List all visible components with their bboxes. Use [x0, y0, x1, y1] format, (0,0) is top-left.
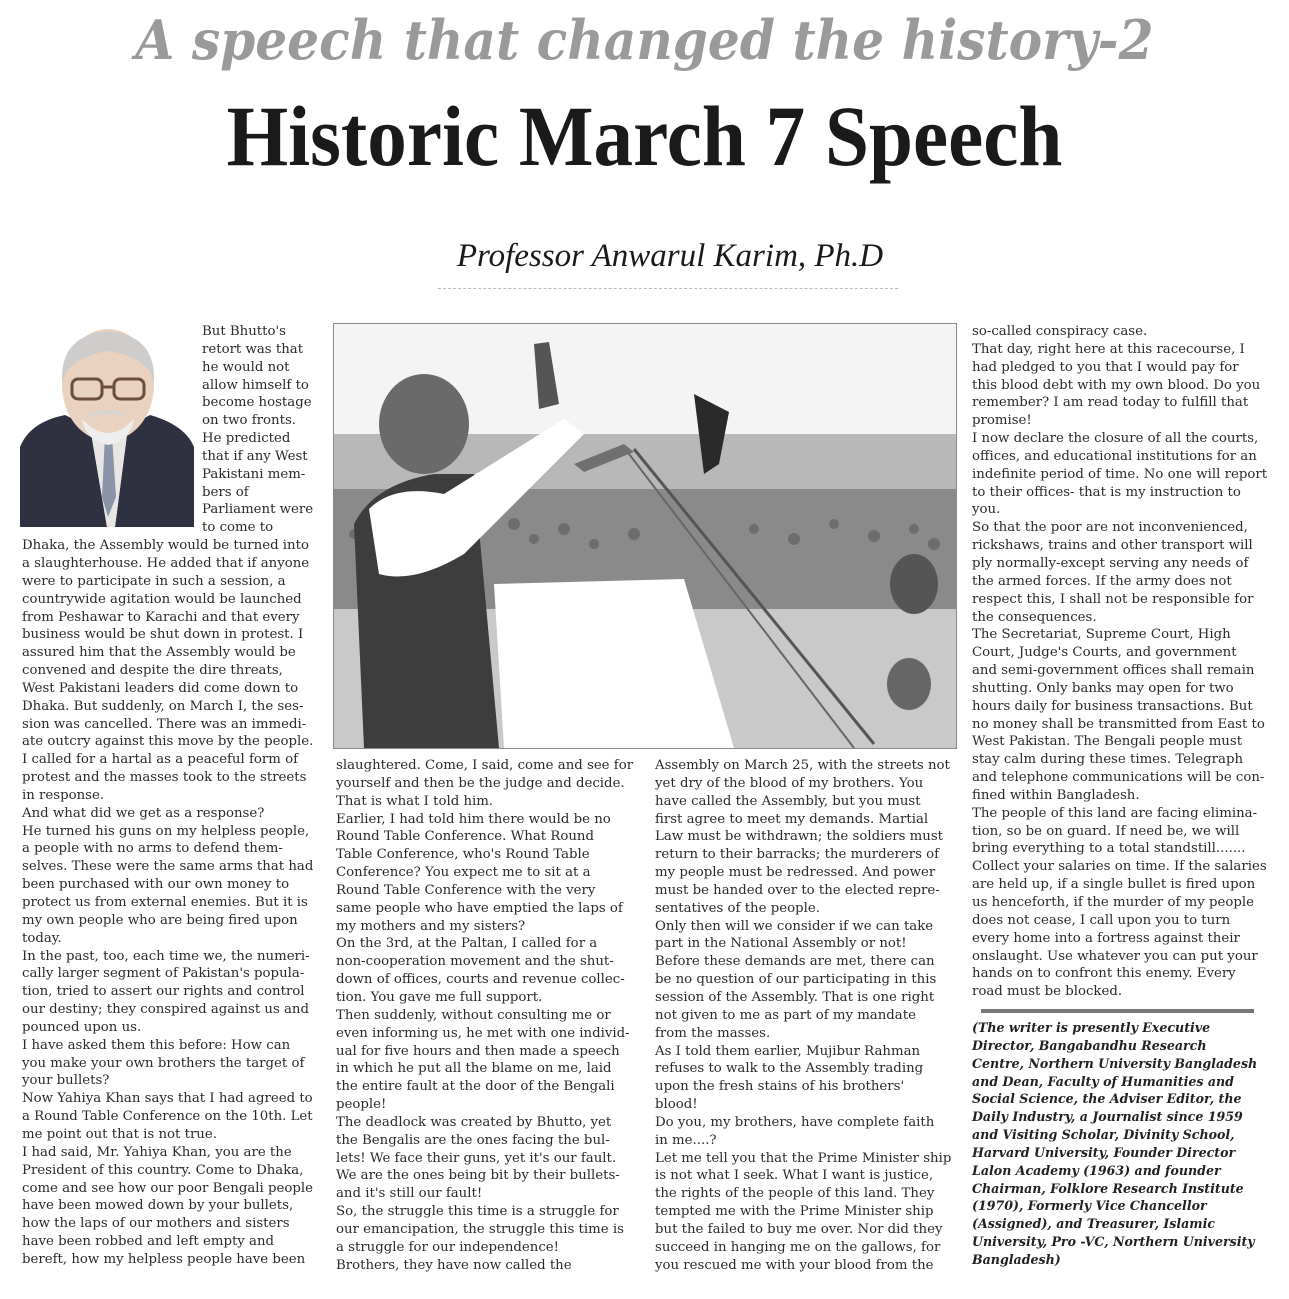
text-line: Then suddenly, without consulting me or [336, 1007, 611, 1023]
text-line: so-called conspiracy case. [972, 324, 1148, 339]
byline-divider [438, 288, 898, 289]
text-line: come and see how our poor Bengali people [22, 1180, 314, 1196]
text-line: hours daily for business transactions. But [972, 698, 1253, 714]
text-line: protest and the masses took to the streets [22, 770, 307, 786]
text-line: The deadlock was created by Bhutto, yet [336, 1114, 612, 1130]
text-line: upon the fresh stains of his brothers' [655, 1079, 905, 1095]
text-line: and telephone communications will be con- [972, 770, 1265, 786]
text-line: to come to [202, 520, 274, 536]
text-line: ply normally-except serving any needs of [972, 555, 1249, 571]
text-line: And what did we get as a response? [22, 805, 265, 821]
text-line: cally larger segment of Pakistan's popula- [22, 966, 305, 982]
text-line: He predicted [202, 431, 291, 447]
text-line: from Peshawar to Karachi and that every [22, 609, 300, 625]
article-column-2 [336, 757, 636, 1274]
text-line: West Pakistani leaders did come down to [22, 680, 299, 696]
text-line: and semi-government offices shall remain [972, 663, 1255, 679]
text-line: my mothers and my sisters? [336, 918, 526, 934]
text-line: tempted me with the Prime Minister ship [655, 1204, 934, 1220]
text-line: part in the National Assembly or not! [655, 936, 907, 952]
byline: Professor Anwarul Karim, Ph.D [456, 238, 884, 274]
text-line: Round Table Conference with the very [336, 882, 596, 898]
text-line: yourself and then be the judge and decide. [336, 775, 625, 791]
bio-line: Social Science, the Adviser Editor, the [972, 1091, 1242, 1107]
bio-line: Harvard University, Founder Director [972, 1144, 1236, 1160]
text-line: But Bhutto's [202, 324, 286, 339]
text-line: had pledged to you that I would pay for [972, 359, 1239, 375]
text-line: That is what I told him. [336, 793, 494, 809]
text-line: session of the Assembly. That is one right [655, 989, 935, 1005]
bio-line: and Visiting Scholar, Divinity School, [972, 1127, 1235, 1143]
text-line: Table Conference, who's Round Table [336, 847, 590, 863]
text-line: On the 3rd, at the Paltan, I called for a [336, 936, 598, 952]
text-line: our emancipation, the struggle this time is [336, 1221, 624, 1237]
text-line: Pakistani mem- [202, 466, 306, 482]
text-line: you rescued me with your blood from the [655, 1257, 934, 1273]
article-column-4 [972, 323, 1272, 1001]
text-line: Conference? You expect me to sit at a [336, 865, 591, 881]
text-line: sion was cancelled. There was an immedi- [22, 716, 307, 732]
text-line: That day, right here at this racecourse, I [972, 341, 1245, 357]
text-line: Now Yahiya Khan says that I had agreed to [22, 1091, 313, 1107]
text-line: He turned his guns on my helpless people, [22, 823, 310, 839]
text-line: I now declare the closure of all the courts, [972, 431, 1259, 447]
text-line: no money shall be transmitted from East to [972, 716, 1265, 732]
text-line: allow himself to [202, 377, 309, 393]
text-line: succeed in hanging me on the gallows, for [655, 1239, 941, 1255]
text-line: lets! We face their guns, yet it's our fault. [336, 1150, 617, 1166]
bio-line: and Dean, Faculty of Humanities and [972, 1073, 1234, 1089]
text-line: We are the ones being bit by their bullets- [336, 1168, 620, 1184]
bio-line: Chairman, Folklore Research Institute [972, 1180, 1244, 1196]
text-line: Collect your salaries on time. If the salaries [972, 859, 1267, 875]
column-1-body [22, 537, 314, 1269]
author-bio [972, 1019, 1272, 1269]
text-line: our destiny; they conspired against us and [22, 1002, 310, 1018]
text-line: tion, tried to assert our rights and control [22, 984, 305, 1000]
text-line: road must be blocked. [972, 984, 1123, 1000]
text-line: countrywide agitation would be launched [22, 591, 302, 607]
text-line: the consequences. [972, 609, 1097, 625]
text-line: in response. [22, 787, 105, 803]
column-2-body [336, 757, 636, 1274]
text-line: selves. These were the same arms that had [22, 859, 314, 875]
text-line: become hostage [202, 395, 312, 411]
text-line: Assembly on March 25, with the streets not [655, 758, 950, 773]
text-line: West Pakistan. The Bengali people must [972, 734, 1243, 750]
text-line: So that the poor are not inconvenienced, [972, 520, 1248, 536]
text-line: assured him that the Assembly would be [22, 645, 296, 661]
text-line: stay calm during these times. Telegraph [972, 752, 1244, 768]
text-line: were to participate in such a session, a [22, 573, 286, 589]
text-line: have called the Assembly, but you must [655, 793, 921, 809]
text-line: us henceforth, if the murder of my people [972, 895, 1254, 910]
text-line: respect this, I shall not be responsible for [972, 591, 1254, 607]
bio-line: University, Pro -VC, Northern University [972, 1234, 1255, 1250]
text-line: Brothers, they have now called the [336, 1257, 572, 1273]
text-line: offices, and educational institutions for an [972, 448, 1257, 464]
text-line: bers of [202, 484, 249, 500]
text-line: is not what I seek. What I want is justice, [655, 1168, 934, 1184]
text-line: In the past, too, each time we, the numeri- [22, 948, 310, 964]
text-line: bereft, how my helpless people have been [22, 1251, 306, 1267]
text-line: So, the struggle this time is a struggle for [336, 1204, 619, 1220]
text-line: Before these demands are met, there can [655, 954, 935, 970]
headline: Historic March 7 Speech [226, 88, 1063, 184]
text-line: onslaught. Use whatever you can put your [972, 948, 1258, 964]
text-line: but the failed to buy me over. Nor did they [655, 1221, 943, 1237]
text-line: slaughtered. Come, I said, come and see for [336, 758, 634, 773]
text-line: non-cooperation movement and the shut- [336, 954, 614, 970]
column-4-body [972, 323, 1272, 1001]
text-line: every home into a fortress against their [972, 930, 1240, 946]
bio-line: (The writer is presently Executive [972, 1020, 1211, 1035]
text-line: a Round Table Conference on the 10th. Let [22, 1109, 313, 1125]
text-line: the entire fault at the door of the Bengali [336, 1079, 615, 1095]
text-line: are held up, if a single bullet is fired upon [972, 877, 1256, 893]
text-line: my own people who are being fired upon [22, 912, 298, 928]
text-line: blood! [655, 1097, 698, 1113]
text-line: to their offices- that is my instruction to [972, 484, 1241, 500]
text-line: promise! [972, 413, 1032, 429]
text-line: The people of this land are facing elimina- [972, 805, 1258, 821]
text-line: As I told them earlier, Mujibur Rahman [655, 1043, 921, 1059]
text-line: have been robbed and left empty and [22, 1234, 275, 1250]
text-line: Dhaka, the Assembly would be turned into [22, 538, 309, 554]
text-line: return to their barracks; the murderers of [655, 847, 940, 863]
text-line: my people must be redressed. And power [655, 865, 936, 881]
text-line: be no question of our participating in this [655, 972, 937, 988]
text-line: from the masses. [655, 1025, 771, 1041]
text-line: business would be shut down in protest. I [22, 627, 304, 643]
text-line: you make your own brothers the target of [22, 1055, 305, 1071]
column-3-body [655, 757, 955, 1274]
text-line: yet dry of the blood of my brothers. You [655, 775, 924, 791]
text-line: people! [336, 1097, 387, 1113]
text-line: Only then will we consider if we can take [655, 918, 934, 934]
text-line: Dhaka. But suddenly, on March I, the ses- [22, 698, 304, 714]
kicker-title: A speech that changed the history-2 [135, 8, 1154, 72]
text-line: Do you, my brothers, have complete faith [655, 1114, 935, 1130]
text-line: Court, Judge's Courts, and government [972, 645, 1237, 661]
text-line: been purchased with our own money to [22, 877, 290, 893]
text-line: a slaughterhouse. He added that if anyone [22, 555, 310, 571]
text-line: on two fronts. [202, 413, 296, 429]
text-line: down of offices, courts and revenue collec- [336, 972, 625, 988]
text-line: the Bengalis are the ones facing the bul- [336, 1132, 610, 1148]
text-line: Law must be withdrawn; the soldiers must [655, 829, 943, 845]
text-line: sentatives of the people. [655, 900, 820, 916]
bio-line: (Assigned), and Treasurer, Islamic [972, 1216, 1216, 1232]
text-line: fined within Bangladesh. [972, 787, 1140, 803]
text-line: The Secretariat, Supreme Court, High [972, 627, 1231, 643]
text-line: rickshaws, trains and other transport will [972, 538, 1253, 554]
text-line: I had said, Mr. Yahiya Khan, you are the [22, 1144, 292, 1160]
bio-line: Daily Industry, a Journalist since 1959 [972, 1109, 1243, 1125]
text-line: this blood debt with my own blood. Do you [972, 377, 1261, 393]
text-line: does not cease, I call upon you to turn [972, 912, 1231, 928]
text-line: a people with no arms to defend them- [22, 841, 283, 857]
text-line: and it's still our fault! [336, 1186, 483, 1202]
article-column-1 [22, 323, 314, 1269]
bio-line: Director, Bangabandhu Research [972, 1037, 1207, 1053]
text-line: tion, so be on guard. If need be, we will [972, 823, 1240, 839]
text-line: not given to me as part of my mandate [655, 1007, 916, 1023]
text-line: that if any West [202, 448, 308, 464]
text-line: pounced upon us. [22, 1019, 142, 1035]
text-line: retort was that [202, 341, 304, 357]
text-line: how the laps of our mothers and sisters [22, 1216, 290, 1232]
text-line: hands on to confront this enemy. Every [972, 966, 1236, 982]
text-line: Round Table Conference. What Round [336, 829, 594, 845]
text-line: Let me tell you that the Prime Minister ship [655, 1150, 952, 1166]
text-line: a struggle for our independence! [336, 1239, 560, 1255]
text-line: must be handed over to the elected repre- [655, 882, 940, 898]
text-line: bring everything to a total standstill....... [972, 841, 1246, 857]
speech-photo-graphic [334, 324, 956, 748]
text-line: indefinite period of time. No one will report [972, 466, 1268, 482]
text-line: the rights of the people of this land. They [655, 1186, 935, 1202]
text-line: the armed forces. If the army does not [972, 573, 1232, 589]
text-line: in which he put all the blame on me, laid [336, 1061, 612, 1077]
text-line: even informing us, he met with one individ- [336, 1025, 630, 1041]
bio-line: (1970), Formerly Vice Chancellor [972, 1198, 1207, 1214]
text-line: have been mowed down by your bullets, [22, 1198, 294, 1214]
text-line: he would not [202, 359, 290, 375]
article-column-3 [655, 757, 955, 1274]
bio-line: Centre, Northern University Bangladesh [972, 1055, 1258, 1071]
text-line: your bullets? [22, 1073, 110, 1089]
text-line: Parliament were [202, 502, 314, 518]
bio-divider [981, 1009, 1254, 1013]
bio-line: Lalon Academy (1963) and founder [972, 1162, 1221, 1178]
text-line: refuses to walk to the Assembly trading [655, 1061, 924, 1077]
text-line: remember? I am read today to fulfill that [972, 395, 1249, 411]
text-line: ate outcry against this move by the people. [22, 734, 314, 750]
text-line: first agree to meet my demands. Martial [655, 811, 929, 827]
text-line: you. [972, 502, 1001, 518]
text-line: I have asked them this before: How can [22, 1037, 291, 1053]
author-bio-body [972, 1019, 1272, 1269]
text-line: I called for a hartal as a peaceful form of [22, 752, 298, 768]
text-line: Earlier, I had told him there would be no [336, 811, 611, 827]
text-line: protect us from external enemies. But it is [22, 895, 308, 910]
text-line: convened and despite the dire threats, [22, 663, 283, 679]
text-line: tion. You gave me full support. [336, 989, 543, 1005]
text-line: in me....? [655, 1132, 717, 1148]
text-line: ual for five hours and then made a speech [336, 1043, 620, 1059]
text-line: today. [22, 930, 62, 946]
speech-photo [333, 323, 957, 749]
bio-line: Bangladesh) [972, 1251, 1061, 1267]
text-line: me point out that is not true. [22, 1126, 217, 1142]
text-line: shutting. Only banks may open for two [972, 680, 1234, 696]
text-line: President of this country. Come to Dhaka, [22, 1162, 304, 1178]
text-line: same people who have emptied the laps of [336, 900, 623, 916]
text-wrap-beside-portrait [202, 323, 314, 537]
